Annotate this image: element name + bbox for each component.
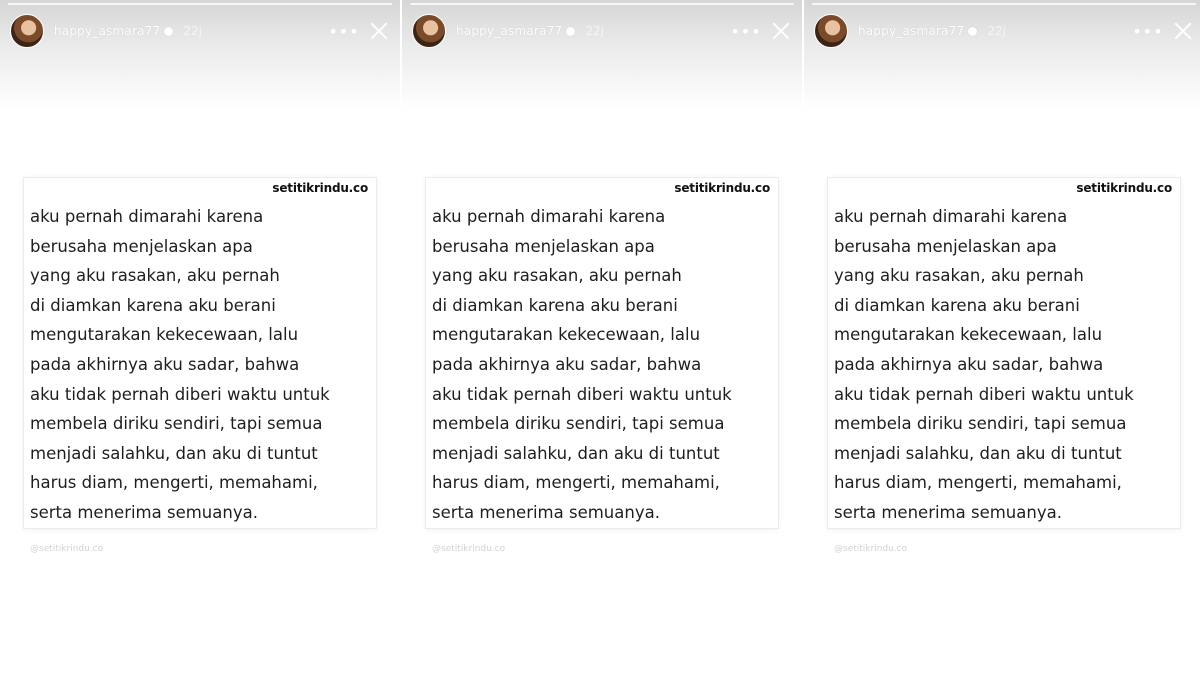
username[interactable]: happy_asmara77 — [54, 24, 161, 38]
brand-label: setitikrindu.co — [1076, 181, 1172, 195]
brand-label: setitikrindu.co — [674, 181, 770, 195]
story-panel-3[interactable] — [804, 0, 1200, 675]
quote-card — [24, 178, 376, 528]
quote-line: berusaha menjelaskan apa — [432, 236, 655, 256]
quote-line: serta menerima semuanya. — [30, 502, 258, 522]
quote-text — [30, 202, 375, 528]
quote-line: harus diam, mengerti, memahami, — [834, 473, 1122, 493]
watermark: @setitikrindu.co — [834, 544, 908, 554]
verified-badge-icon — [164, 27, 173, 36]
watermark: @setitikrindu.co — [432, 544, 506, 554]
quote-line: yang aku rasakan, aku pernah — [432, 266, 682, 286]
quote-line: harus diam, mengerti, memahami, — [30, 473, 318, 493]
verified-badge-icon — [968, 27, 977, 36]
avatar[interactable] — [10, 14, 44, 48]
quote-line: mengutarakan kekecewaan, lalu — [30, 325, 299, 345]
story-progress-bar — [410, 3, 794, 5]
quote-line: harus diam, mengerti, memahami, — [432, 473, 720, 493]
quote-line: membela diriku sendiri, tapi semua — [432, 414, 725, 434]
quote-line: berusaha menjelaskan apa — [834, 236, 1057, 256]
close-icon[interactable] — [368, 20, 390, 42]
quote-line: menjadi salahku, dan aku di tuntut — [432, 443, 720, 463]
story-progress-bar — [8, 3, 392, 5]
quote-line: pada akhirnya aku sadar, bahwa — [834, 354, 1104, 374]
quote-line: di diamkan karena aku berani — [432, 295, 678, 315]
verified-badge-icon — [566, 27, 575, 36]
quote-line: aku tidak pernah diberi waktu untuk — [834, 384, 1134, 404]
progress-segment — [410, 3, 794, 5]
quote-line: yang aku rasakan, aku pernah — [834, 266, 1084, 286]
brand-label: setitikrindu.co — [272, 181, 368, 195]
avatar[interactable] — [412, 14, 446, 48]
quote-line: serta menerima semuanya. — [432, 502, 660, 522]
quote-line: di diamkan karena aku berani — [30, 295, 276, 315]
story-panel-1[interactable] — [0, 0, 400, 675]
quote-line: aku tidak pernah diberi waktu untuk — [432, 384, 732, 404]
watermark: @setitikrindu.co — [30, 544, 104, 554]
story-progress-bar — [812, 3, 1196, 5]
post-time: 22j — [183, 24, 202, 38]
quote-line: yang aku rasakan, aku pernah — [30, 266, 280, 286]
story-header — [412, 14, 792, 48]
post-time: 22j — [585, 24, 604, 38]
quote-line: mengutarakan kekecewaan, lalu — [834, 325, 1103, 345]
story-panel-2[interactable] — [402, 0, 802, 675]
quote-line: pada akhirnya aku sadar, bahwa — [432, 354, 702, 374]
more-horizontal-icon[interactable]: ••• — [328, 21, 360, 41]
quote-line: mengutarakan kekecewaan, lalu — [432, 325, 701, 345]
quote-line: serta menerima semuanya. — [834, 502, 1062, 522]
close-icon[interactable] — [770, 20, 792, 42]
avatar[interactable] — [814, 14, 848, 48]
quote-line: menjadi salahku, dan aku di tuntut — [834, 443, 1122, 463]
quote-line: aku pernah dimarahi karena — [834, 207, 1068, 226]
quote-line: aku pernah dimarahi karena — [432, 207, 666, 226]
quote-line: aku pernah dimarahi karena — [30, 207, 264, 226]
quote-card — [426, 178, 778, 528]
quote-line: berusaha menjelaskan apa — [30, 236, 253, 256]
progress-segment — [812, 3, 1196, 5]
quote-text — [432, 202, 777, 528]
post-time: 22j — [987, 24, 1006, 38]
quote-line: di diamkan karena aku berani — [834, 295, 1080, 315]
more-horizontal-icon[interactable]: ••• — [1132, 21, 1164, 41]
username[interactable]: happy_asmara77 — [858, 24, 965, 38]
more-horizontal-icon[interactable]: ••• — [730, 21, 762, 41]
username[interactable]: happy_asmara77 — [456, 24, 563, 38]
quote-line: pada akhirnya aku sadar, bahwa — [30, 354, 300, 374]
quote-text — [834, 202, 1179, 528]
quote-line: aku tidak pernah diberi waktu untuk — [30, 384, 330, 404]
quote-line: membela diriku sendiri, tapi semua — [30, 414, 323, 434]
quote-line: menjadi salahku, dan aku di tuntut — [30, 443, 318, 463]
close-icon[interactable] — [1172, 20, 1194, 42]
story-header — [814, 14, 1194, 48]
progress-segment — [8, 3, 392, 5]
story-header — [10, 14, 390, 48]
quote-line: membela diriku sendiri, tapi semua — [834, 414, 1127, 434]
quote-card — [828, 178, 1180, 528]
